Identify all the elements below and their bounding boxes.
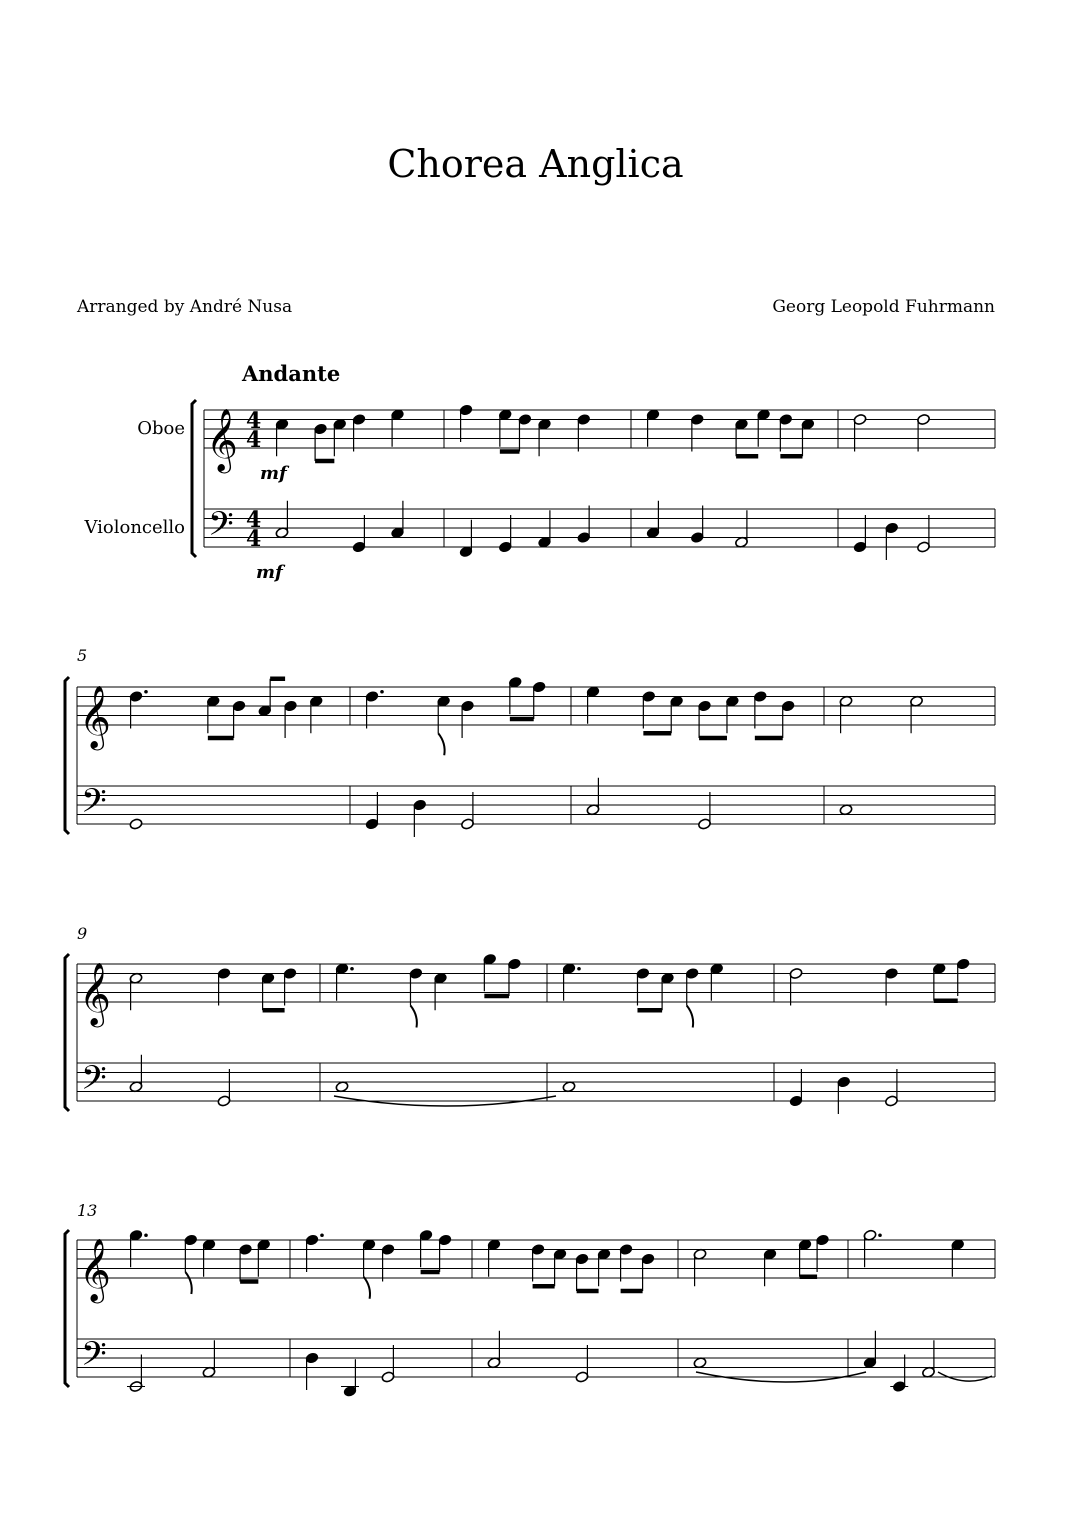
dot <box>380 690 384 694</box>
dynamic-cello: mf <box>256 562 283 583</box>
arranger-credit: Arranged by André Nusa <box>77 297 293 317</box>
treble-clef-icon: 𝄞 <box>79 685 111 748</box>
bass-clef-icon: 𝄢 <box>81 782 107 829</box>
treble-clef-icon: 𝄞 <box>79 1238 111 1301</box>
system-bracket <box>192 400 196 557</box>
treble-clef-icon: 𝄞 <box>206 408 238 471</box>
note-head-cello <box>693 1357 707 1369</box>
measure-number-13: 13 <box>77 1201 98 1220</box>
note-head-cello <box>839 804 853 816</box>
dynamic-oboe: mf <box>260 463 287 484</box>
time-signature-numerator: 4 <box>246 408 262 434</box>
bass-clef-icon: 𝄢 <box>81 1335 107 1382</box>
bass-clef-icon: 𝄢 <box>208 505 234 552</box>
dot <box>144 690 148 694</box>
measure-number-9: 9 <box>77 924 88 943</box>
system-bracket <box>65 677 69 834</box>
instrument-label-oboe: Oboe <box>137 418 185 439</box>
time-signature-denominator: 4 <box>246 526 262 552</box>
instrument-label-cello: Violoncello <box>84 517 185 538</box>
dot <box>320 1233 324 1237</box>
score-title: Chorea Anglica <box>387 142 684 186</box>
treble-clef-icon: 𝄞 <box>79 962 111 1025</box>
note-head-cello <box>335 1081 349 1093</box>
system-bracket <box>65 954 69 1111</box>
flag <box>438 733 444 755</box>
time-signature-denominator: 4 <box>246 427 262 453</box>
bass-clef-icon: 𝄢 <box>81 1059 107 1106</box>
note-head-cello <box>129 818 143 830</box>
note-head-cello <box>562 1081 576 1093</box>
dot <box>878 1233 882 1237</box>
dot <box>350 967 354 971</box>
tempo-marking: Andante <box>242 361 341 386</box>
flag <box>410 1006 416 1028</box>
flag <box>364 1277 370 1299</box>
system-bracket <box>65 1230 69 1387</box>
flag <box>185 1272 191 1294</box>
dot <box>577 967 581 971</box>
measure-number-5: 5 <box>77 646 88 665</box>
time-signature-numerator: 4 <box>246 507 262 533</box>
flag <box>687 1006 693 1028</box>
composer-credit: Georg Leopold Fuhrmann <box>772 297 995 317</box>
dot <box>144 1233 148 1237</box>
